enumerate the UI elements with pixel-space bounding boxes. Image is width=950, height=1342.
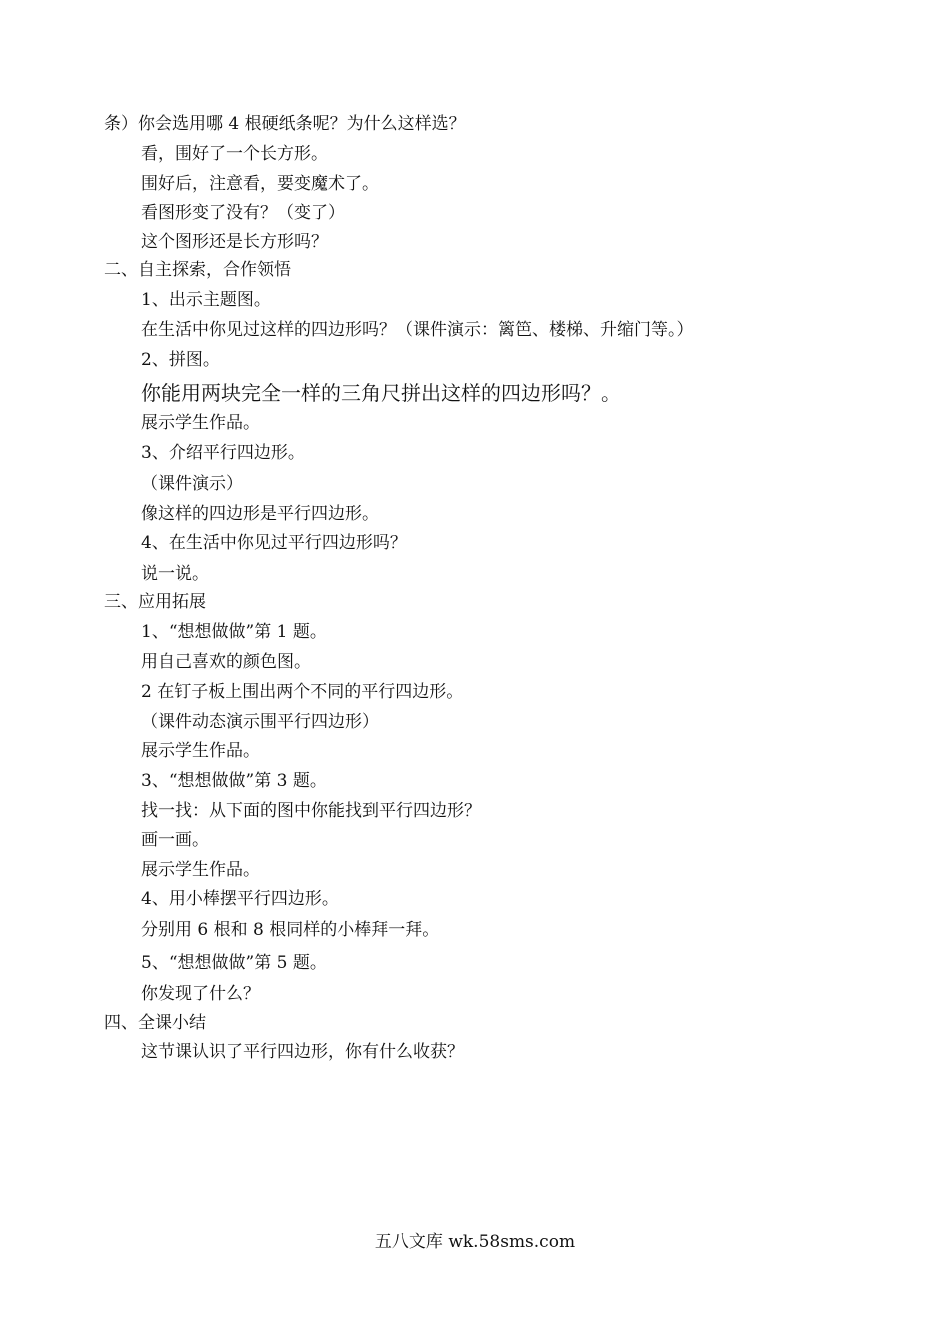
section-heading: 三、应用拓展 (104, 592, 206, 612)
text-line: 2、拼图。 (141, 350, 220, 370)
text-line: 条）你会选用哪 4 根硬纸条呢？为什么这样选？ (104, 114, 466, 134)
text-line: 1、出示主题图。 (141, 290, 271, 310)
text-line: 画一画。 (141, 830, 209, 850)
text-line: 展示学生作品。 (141, 860, 260, 880)
text-line: 围好后，注意看，要变魔术了。 (141, 174, 379, 194)
text-line: 说一说。 (141, 564, 209, 584)
text-line: 你能用两块完全一样的三角尺拼出这样的四边形吗？。 (141, 381, 621, 405)
text-line: 用自己喜欢的颜色图。 (141, 652, 311, 672)
text-line: （课件演示） (141, 474, 243, 494)
text-line: 看，围好了一个长方形。 (141, 144, 328, 164)
text-line: 3、“想想做做”第 3 题。 (141, 771, 327, 791)
text-line: 3、介绍平行四边形。 (141, 443, 305, 463)
text-line: 你发现了什么？ (141, 984, 260, 1004)
text-line: 像这样的四边形是平行四边形。 (141, 504, 379, 524)
text-line: 这节课认识了平行四边形，你有什么收获？ (141, 1042, 464, 1062)
text-line: 1、“想想做做”第 1 题。 (141, 622, 327, 642)
text-line: 找一找：从下面的图中你能找到平行四边形？ (141, 801, 481, 821)
section-heading: 二、自主探索，合作领悟 (104, 260, 291, 280)
text-line: 2 在钉子板上围出两个不同的平行四边形。 (141, 682, 464, 702)
text-line: 4、在生活中你见过平行四边形吗？ (141, 533, 407, 553)
text-line: 4、用小棒摆平行四边形。 (141, 889, 339, 909)
text-line: （课件动态演示围平行四边形） (141, 712, 379, 732)
text-line: 这个图形还是长方形吗？ (141, 232, 328, 252)
text-line: 看图形变了没有？（变了） (141, 203, 345, 223)
section-heading: 四、全课小结 (104, 1013, 206, 1033)
text-line: 分别用 6 根和 8 根同样的小棒拜一拜。 (141, 920, 440, 940)
footer-watermark: 五八文库 wk.58sms.com (374, 1232, 576, 1252)
text-line: 在生活中你见过这样的四边形吗？（课件演示：篱笆、楼梯、升缩门等。） (141, 320, 694, 340)
text-line: 5、“想想做做”第 5 题。 (141, 953, 327, 973)
text-line: 展示学生作品。 (141, 413, 260, 433)
text-line: 展示学生作品。 (141, 741, 260, 761)
